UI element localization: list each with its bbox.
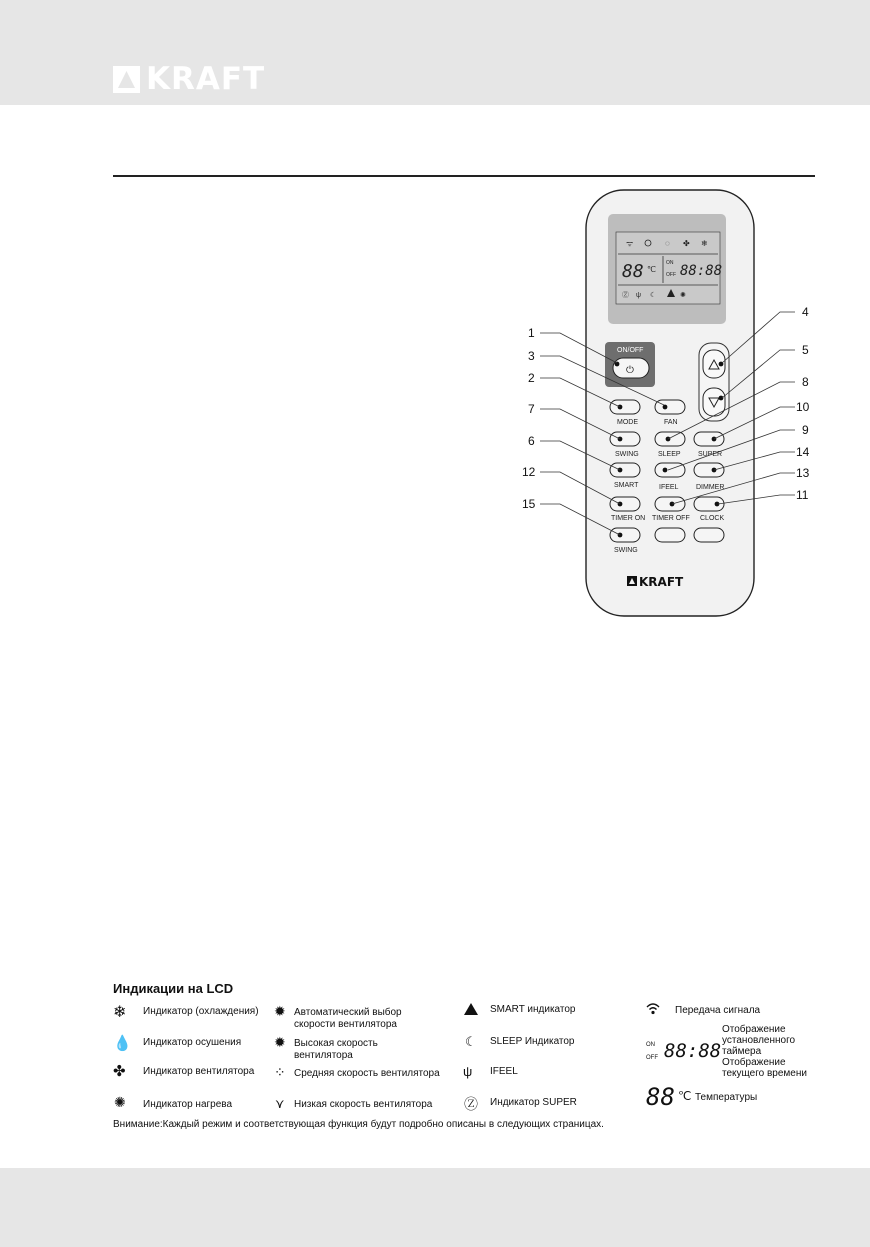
legend-cool: Индикатор (охлаждения)	[143, 1006, 259, 1017]
clock-label: CLOCK	[700, 515, 725, 522]
dimmer-label: DIMMER	[696, 484, 725, 491]
snowflake-icon: ❄	[113, 1004, 127, 1021]
legend-temp-unit: ℃	[678, 1089, 692, 1103]
callout-4: 4	[802, 305, 809, 319]
legend-fan: Индикатор вентилятора	[143, 1066, 255, 1077]
footnote: Внимание:Каждый режим и соответствующая функция будут подробно описаны в следующих страницах.	[113, 1119, 604, 1130]
callout-7: 7	[528, 402, 535, 416]
legend-sleep: SLEEP Индикатор	[490, 1036, 575, 1047]
lcd-heat-icon: ✺	[680, 292, 686, 299]
lcd-off-label: OFF	[666, 272, 676, 278]
lcd-temp: 88	[622, 261, 644, 282]
onoff-label: ON/OFF	[617, 347, 644, 354]
ifeel-label: IFEEL	[659, 484, 679, 491]
moon-icon: ☾	[465, 1034, 477, 1049]
low-fan-icon: ⋎	[275, 1096, 285, 1111]
mid-fan-icon: ⁘	[274, 1064, 286, 1080]
timer-off-label: TIMER OFF	[652, 515, 690, 522]
lcd-fan-icon: ✤	[683, 239, 690, 248]
callout-12: 12	[522, 465, 536, 479]
callout-8: 8	[802, 375, 809, 389]
super-icon: Ⓩ	[464, 1096, 478, 1112]
callout-6: 6	[528, 434, 535, 448]
legend-time-sample: 88:88	[664, 1040, 722, 1062]
legend-mid-fan: Средняя скорость вентилятора	[294, 1068, 440, 1079]
legend-timer-display: Отображение установленного таймера	[722, 1024, 796, 1057]
super-label: SUPER	[698, 451, 723, 458]
triangle-icon	[464, 1002, 478, 1020]
callout-2: 2	[528, 371, 535, 385]
callout-14: 14	[796, 445, 810, 459]
remote-brand: KRAFT	[639, 575, 684, 589]
brand-name: KRAFT	[146, 61, 266, 97]
lcd-cool-icon: ❄	[701, 239, 708, 248]
legend-off: OFF	[646, 1055, 658, 1061]
smart-label: SMART	[614, 482, 639, 489]
fan-label: FAN	[664, 419, 678, 426]
legend-smart: SMART индикатор	[490, 1004, 576, 1015]
legend-high-fan: Высокая скорость вентилятора	[294, 1038, 378, 1061]
lcd-ifeel-icon: ψ	[636, 292, 641, 299]
callout-1: 1	[528, 326, 535, 340]
legend-super: Индикатор SUPER	[490, 1097, 577, 1108]
auto-fan-icon: ✹	[274, 1003, 286, 1019]
timer-on-label: TIMER ON	[611, 515, 646, 522]
lcd-temp-unit: ℃	[647, 265, 656, 274]
sleep-label: SLEEP	[658, 451, 681, 458]
lcd-sleep-icon: ☾	[650, 292, 657, 299]
footer-band	[0, 1168, 870, 1247]
legend-ifeel: IFEEL	[490, 1066, 518, 1077]
callout-13: 13	[796, 466, 810, 480]
sun-icon: ✺	[114, 1094, 126, 1110]
legend-auto-fan: Автоматический выбор скорости вентилятора	[294, 1007, 402, 1030]
legend-clock-display: Отображение текущего времени	[722, 1057, 807, 1079]
callout-3: 3	[528, 349, 535, 363]
callout-9: 9	[802, 423, 809, 437]
legend-on: ON	[646, 1042, 655, 1048]
swing-v-label: SWING	[615, 451, 639, 458]
fan-icon: ✤	[113, 1063, 126, 1080]
legend-temperature: Температуры	[695, 1092, 758, 1103]
callout-5: 5	[802, 343, 809, 357]
lcd-signal-icon: ᯤ	[626, 239, 634, 248]
ifeel-icon: ψ	[463, 1064, 473, 1079]
lcd-dry-icon: ◌	[665, 239, 670, 248]
legend-temp-sample: 88	[646, 1083, 675, 1111]
lcd-time: 88:88	[680, 263, 723, 279]
swing-h-label: SWING	[614, 547, 638, 554]
mode-label: MODE	[617, 419, 638, 426]
droplet-icon: 💧	[113, 1035, 132, 1052]
callout-10: 10	[796, 400, 810, 414]
lcd-super-icon: Ⓩ	[622, 292, 629, 299]
signal-icon	[645, 1001, 661, 1020]
legend-low-fan: Низкая скорость вентилятора	[294, 1099, 433, 1110]
lcd-on-label: ON	[666, 260, 674, 266]
legend-signal: Передача сигнала	[675, 1005, 761, 1016]
callout-15: 15	[522, 497, 536, 511]
power-icon: ⏻	[626, 365, 634, 376]
high-fan-icon: ✹	[274, 1034, 286, 1050]
legend-heat: Индикатор нагрева	[143, 1099, 233, 1110]
callout-11: 11	[796, 488, 809, 502]
legend-dry: Индикатор осушения	[143, 1037, 242, 1048]
legend-title: Индикации на LCD	[113, 981, 234, 996]
